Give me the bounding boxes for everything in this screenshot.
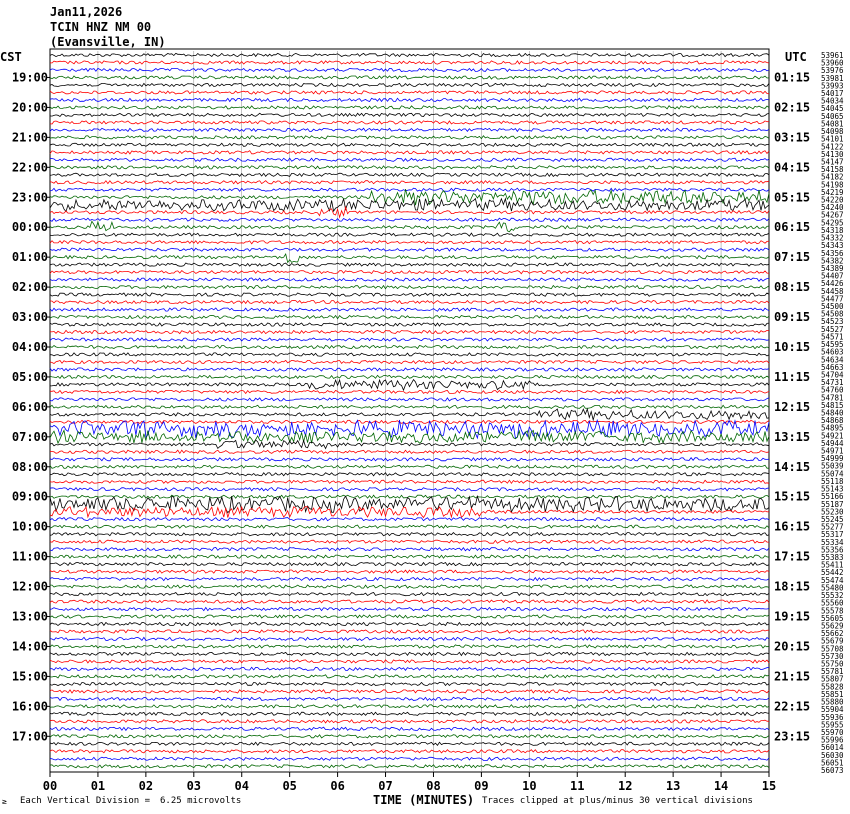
cst-tick-label: 12:00 (11, 579, 48, 594)
trace-line (50, 682, 769, 685)
trace-count-label: 53976 (821, 66, 844, 76)
utc-tick-label: 10:15 (774, 339, 811, 354)
trace-line (50, 720, 769, 723)
utc-axis-label: UTC (785, 50, 807, 64)
trace-line (50, 390, 769, 393)
trace-count-label: 54267 (821, 210, 844, 220)
trace-line (50, 742, 769, 745)
cst-tick-label: 10:00 (11, 519, 48, 534)
trace-count-label: 54356 (821, 248, 844, 258)
utc-tick-label: 17:15 (774, 549, 811, 564)
trace-line (50, 286, 769, 289)
trace-count-label: 55730 (821, 651, 844, 661)
trace-count-label: 55230 (821, 507, 844, 517)
trace-count-label: 54944 (821, 438, 844, 448)
trace-line (50, 705, 769, 708)
trace-count-label: 56073 (821, 766, 844, 775)
trace-count-label: 56051 (821, 758, 844, 768)
utc-tick-label: 05:15 (774, 190, 811, 205)
trace-line (50, 68, 769, 71)
trace-line (50, 637, 769, 640)
utc-tick-label: 09:15 (774, 310, 811, 325)
usgs-logo: ≥ (2, 797, 7, 806)
cst-tick-label: 01:00 (11, 250, 48, 265)
trace-count-label: 54634 (821, 355, 844, 365)
trace-count-label: 54295 (821, 218, 844, 228)
station-label: TCIN HNZ NM 00 (50, 20, 152, 34)
location-label: (Evansville, IN) (50, 35, 166, 49)
trace-count-label: 53960 (821, 58, 844, 68)
trace-count-label: 54065 (821, 111, 844, 121)
trace-count-label: 54663 (821, 362, 844, 372)
cst-tick-label: 02:00 (11, 280, 48, 295)
cst-tick-label: 03:00 (11, 310, 48, 325)
x-axis-title: TIME (MINUTES) (373, 793, 475, 807)
trace-line (50, 218, 769, 221)
trace-line (50, 121, 769, 124)
trace-count-label: 53961 (821, 51, 844, 60)
trace-line (50, 83, 769, 86)
trace-line (50, 533, 769, 536)
trace-line (50, 263, 769, 266)
trace-count-label: 54017 (821, 89, 844, 99)
trace-count-label: 54147 (821, 157, 844, 167)
cst-tick-label: 04:00 (11, 339, 48, 354)
x-tick-label: 14 (713, 779, 729, 793)
trace-line (50, 757, 769, 760)
x-tick-label: 03 (186, 779, 202, 793)
clip-note: Traces clipped at plus/minus 30 vertical divisions (482, 796, 753, 806)
utc-tick-label: 02:15 (774, 100, 811, 115)
trace-line (50, 488, 769, 491)
trace-count-label: 55532 (821, 591, 844, 601)
trace-line (50, 380, 769, 391)
trace-line (50, 221, 769, 232)
trace-count-label: 55904 (821, 705, 844, 715)
utc-tick-label: 15:15 (774, 489, 811, 504)
cst-axis-label: CST (0, 50, 22, 64)
trace-line (50, 143, 769, 146)
trace-count-label: 55383 (821, 553, 844, 563)
trace-count-label: 54971 (821, 446, 844, 456)
trace-count-label: 54130 (821, 149, 844, 159)
trace-line (50, 675, 769, 678)
trace-line (50, 430, 769, 443)
trace-line (50, 645, 769, 648)
date-label: Jan11,2026 (50, 5, 123, 19)
trace-line (50, 166, 769, 169)
trace-count-label: 54240 (821, 203, 844, 213)
trace-line (50, 316, 769, 319)
trace-count-label: 55334 (821, 537, 844, 547)
trace-count-label: 55708 (821, 644, 844, 654)
trace-line (50, 765, 769, 768)
trace-count-label: 54101 (821, 134, 844, 144)
x-tick-label: 02 (138, 779, 154, 793)
utc-tick-label: 14:15 (774, 459, 811, 474)
trace-line (50, 480, 769, 483)
cst-tick-label: 09:00 (11, 489, 48, 504)
trace-line (50, 660, 769, 663)
trace-count-label: 54081 (821, 119, 844, 129)
trace-count-label: 54895 (821, 423, 844, 433)
trace-count-label: 54034 (821, 96, 844, 106)
cst-tick-label: 16:00 (11, 699, 48, 714)
trace-line (50, 207, 769, 217)
trace-line (50, 405, 769, 408)
x-tick-label: 05 (282, 779, 297, 793)
x-tick-label: 11 (570, 779, 585, 793)
trace-count-label: 54500 (821, 302, 844, 312)
trace-count-label: 54523 (821, 317, 844, 327)
trace-line (50, 465, 769, 468)
trace-count-label: 54458 (821, 286, 844, 296)
trace-line (50, 301, 769, 304)
trace-count-label: 55605 (821, 613, 844, 623)
trace-count-label: 55166 (821, 492, 844, 502)
trace-line (50, 76, 769, 79)
trace-line (50, 173, 769, 176)
trace-count-label: 54704 (821, 370, 844, 380)
cst-tick-label: 19:00 (11, 70, 48, 85)
trace-line (50, 91, 769, 94)
trace-count-label: 54477 (821, 294, 844, 304)
trace-line (50, 323, 769, 326)
trace-line (50, 570, 769, 573)
trace-line (50, 368, 769, 371)
trace-line (50, 615, 769, 618)
trace-count-label: 54045 (821, 104, 844, 114)
trace-count-label: 55750 (821, 659, 844, 669)
trace-line (50, 233, 769, 236)
cst-tick-label: 08:00 (11, 459, 48, 474)
trace-count-label: 54571 (821, 332, 844, 342)
trace-line (50, 136, 769, 139)
trace-count-label: 54781 (821, 393, 844, 403)
trace-line (50, 585, 769, 588)
trace-line (50, 398, 769, 401)
trace-line (50, 593, 769, 596)
utc-tick-label: 20:15 (774, 639, 811, 654)
trace-line (50, 53, 769, 56)
trace-line (50, 690, 769, 693)
x-tick-label: 04 (234, 779, 249, 793)
cst-tick-label: 05:00 (11, 369, 48, 384)
trace-line (50, 61, 769, 64)
trace-count-label: 55807 (821, 674, 844, 684)
trace-line (50, 540, 769, 543)
trace-count-label: 55317 (821, 530, 844, 540)
x-tick-label: 00 (42, 779, 58, 793)
x-tick-label: 15 (761, 779, 777, 793)
trace-line (50, 188, 769, 191)
trace-line (50, 278, 769, 281)
trace-line (50, 151, 769, 154)
trace-count-label: 53993 (821, 81, 844, 91)
trace-count-label: 55970 (821, 727, 844, 737)
trace-count-label: 55442 (821, 568, 844, 578)
trace-count-label: 54815 (821, 400, 844, 410)
trace-count-label: 55039 (821, 461, 844, 471)
trace-count-label: 54182 (821, 172, 844, 182)
trace-count-label: 55629 (821, 621, 844, 631)
trace-count-label: 54389 (821, 263, 844, 273)
trace-count-label: 54921 (821, 431, 844, 441)
trace-line (50, 525, 769, 528)
trace-count-label: 53981 (821, 73, 844, 83)
trace-line (50, 630, 769, 633)
trace-line (50, 727, 769, 730)
trace-count-label: 54098 (821, 127, 844, 137)
trace-line (50, 271, 769, 274)
utc-tick-label: 03:15 (774, 130, 811, 145)
utc-tick-label: 08:15 (774, 280, 811, 295)
trace-line (50, 409, 769, 420)
trace-line (50, 330, 769, 333)
trace-count-label: 55662 (821, 629, 844, 639)
trace-count-label: 55955 (821, 720, 844, 730)
utc-tick-label: 11:15 (774, 369, 811, 384)
utc-tick-label: 04:15 (774, 160, 811, 175)
trace-line (50, 600, 769, 603)
utc-tick-label: 06:15 (774, 220, 811, 235)
utc-tick-label: 22:15 (774, 699, 811, 714)
trace-count-label: 55245 (821, 514, 844, 524)
trace-count-label: 54158 (821, 165, 844, 175)
trace-line (50, 607, 769, 610)
x-tick-label: 09 (474, 779, 489, 793)
trace-line (50, 735, 769, 738)
trace-line (50, 750, 769, 753)
utc-tick-label: 21:15 (774, 669, 811, 684)
trace-count-label: 55560 (821, 598, 844, 608)
trace-line (50, 254, 769, 263)
cst-tick-label: 23:00 (11, 190, 48, 205)
trace-line (50, 563, 769, 566)
utc-tick-label: 12:15 (774, 399, 811, 414)
cst-tick-label: 17:00 (11, 729, 48, 744)
utc-tick-label: 16:15 (774, 519, 811, 534)
trace-count-label: 55851 (821, 689, 844, 699)
trace-count-label: 54220 (821, 195, 844, 205)
trace-count-label: 54122 (821, 142, 844, 152)
cst-tick-label: 06:00 (11, 399, 48, 414)
x-tick-label: 07 (378, 779, 393, 793)
trace-line (50, 128, 769, 131)
trace-count-label: 54868 (821, 416, 844, 426)
trace-count-label: 55143 (821, 484, 844, 494)
trace-line (50, 308, 769, 311)
cst-tick-label: 15:00 (11, 669, 48, 684)
trace-line (50, 181, 769, 184)
trace-count-label: 56030 (821, 750, 844, 760)
trace-count-label: 54198 (821, 180, 844, 190)
utc-tick-label: 19:15 (774, 609, 811, 624)
trace-count-label: 55679 (821, 636, 844, 646)
trace-count-label: 54332 (821, 233, 844, 243)
cst-tick-label: 14:00 (11, 639, 48, 654)
x-tick-label: 10 (522, 779, 537, 793)
trace-count-label: 55074 (821, 469, 844, 479)
trace-count-label: 54731 (821, 378, 844, 388)
trace-count-label: 55277 (821, 522, 844, 532)
trace-line (50, 345, 769, 348)
trace-line (50, 360, 769, 363)
trace-count-label: 54999 (821, 454, 844, 464)
trace-line (50, 667, 769, 670)
cst-tick-label: 13:00 (11, 609, 48, 624)
trace-line (50, 458, 769, 461)
cst-tick-label: 21:00 (11, 130, 48, 145)
cst-tick-label: 11:00 (11, 549, 48, 564)
cst-tick-label: 00:00 (11, 220, 48, 235)
plot-frame (50, 49, 769, 772)
trace-count-label: 56014 (821, 743, 844, 753)
cst-tick-label: 07:00 (11, 429, 48, 444)
trace-line (50, 248, 769, 251)
trace-count-label: 54318 (821, 225, 844, 235)
trace-line (50, 241, 769, 244)
utc-tick-label: 23:15 (774, 729, 811, 744)
cst-tick-label: 20:00 (11, 100, 48, 115)
trace-count-label: 54840 (821, 408, 844, 418)
trace-line (50, 496, 769, 513)
trace-line (50, 106, 769, 109)
trace-line (50, 450, 769, 453)
trace-count-label: 55996 (821, 735, 844, 745)
trace-line (50, 113, 769, 116)
trace-line (50, 555, 769, 558)
x-tick-label: 13 (665, 779, 681, 793)
trace-count-label: 55118 (821, 476, 844, 486)
trace-count-label: 55480 (821, 583, 844, 593)
trace-line (50, 98, 769, 101)
trace-count-label: 54343 (821, 241, 844, 251)
trace-line (50, 495, 769, 498)
trace-count-label: 55474 (821, 575, 844, 585)
trace-line (50, 338, 769, 341)
trace-count-label: 55411 (821, 560, 844, 570)
trace-line (50, 293, 769, 296)
trace-count-label: 54426 (821, 279, 844, 289)
trace-line (50, 697, 769, 700)
utc-tick-label: 07:15 (774, 250, 811, 265)
trace-line (50, 375, 769, 378)
trace-count-label: 55828 (821, 682, 844, 692)
vertical-division-label: Each Vertical Division = (20, 796, 151, 806)
trace-count-label: 54219 (821, 187, 844, 197)
trace-line (50, 158, 769, 161)
trace-count-label: 54382 (821, 256, 844, 266)
trace-count-label: 55880 (821, 697, 844, 707)
trace-line (50, 353, 769, 356)
cst-tick-label: 22:00 (11, 160, 48, 175)
x-tick-label: 01 (90, 779, 106, 793)
trace-count-label: 54595 (821, 340, 844, 350)
trace-count-label: 55187 (821, 499, 844, 509)
x-tick-label: 12 (617, 779, 633, 793)
trace-line (50, 622, 769, 625)
trace-count-label: 54508 (821, 309, 844, 319)
trace-count-label: 54407 (821, 271, 844, 281)
trace-line (50, 652, 769, 655)
trace-line (50, 712, 769, 715)
utc-tick-label: 18:15 (774, 579, 811, 594)
x-tick-label: 08 (426, 779, 441, 793)
trace-line (50, 578, 769, 581)
utc-tick-label: 01:15 (774, 70, 811, 85)
trace-line (50, 518, 769, 521)
trace-count-label: 55578 (821, 606, 844, 616)
trace-line (50, 440, 769, 449)
vertical-division-value: 6.25 microvolts (160, 796, 242, 806)
utc-tick-label: 13:15 (774, 429, 811, 444)
trace-line (50, 473, 769, 476)
trace-count-label: 55936 (821, 712, 844, 722)
trace-line (50, 548, 769, 551)
trace-count-label: 55781 (821, 667, 844, 677)
trace-count-label: 54527 (821, 324, 844, 334)
trace-count-label: 54603 (821, 347, 844, 357)
trace-count-label: 55356 (821, 545, 844, 555)
trace-line (50, 189, 769, 205)
trace-count-label: 54760 (821, 385, 844, 395)
x-tick-label: 06 (330, 779, 345, 793)
